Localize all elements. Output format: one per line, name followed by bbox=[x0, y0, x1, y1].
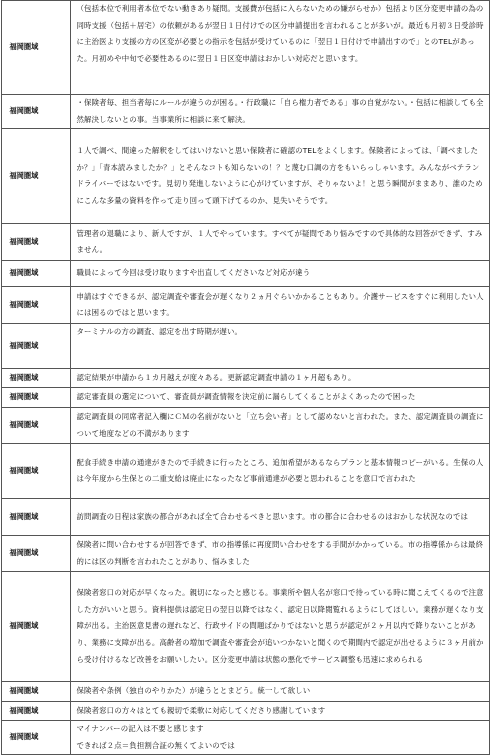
region-cell: 福岡圏域 bbox=[1, 261, 70, 287]
region-cell: 福岡圏域 bbox=[1, 369, 70, 388]
comment-cell: 申請はすぐできるが、認定調査や審査会が遅くなり２ヵ月ぐらいかかることもあり。介護サービスをすぐに利用したい人には困るのではと思います。 bbox=[70, 287, 489, 324]
region-cell: 福岡圏域 bbox=[1, 287, 70, 324]
region-cell: 福岡圏域 bbox=[1, 536, 70, 572]
comment-cell: 配食手続き申請の通達がきたので手続きに行ったところ、追加希望があるならプランと基本情報コピーがいる。生保の人は今年度から生保との二重支給は廃止になったなど事前通達が必要と思われることを意口で言われた bbox=[70, 444, 489, 499]
comment-cell: 訪問調査の日程は家族の都合があれば全て合わせるべきと思います。市の都合に合わせるのはおかしな状況なのでは bbox=[70, 499, 489, 536]
comment-cell: 保険者や条例（独自のやりかた）が違うととまどう。統一して欲しい bbox=[70, 682, 489, 702]
comment-cell: マイナンバーの記入は不要と感じます できれば２点＝負担割合証の無くてよいのでは bbox=[70, 721, 489, 755]
table-row bbox=[1, 499, 489, 536]
region-cell: 福岡圏域 bbox=[1, 702, 70, 721]
table-row bbox=[1, 536, 489, 572]
region-cell: 福岡圏域 bbox=[1, 682, 70, 702]
comment-cell: 保険者窓口の対応が早くなった。親切になったと感じる。事業所や個人名が窓口で待っている時に聞こえてくるので注意した方がいいと思う。資料提供は認定日の翌日以降ではなく、認定日以降閲覧れるようにしてほしい。業務が遅くなり支障が出る。主治医意見書の遅れなど、行政サイドの問題ばかりではないと思うが認定が２ヶ月以内で降りないことがあり、業務に支障が出る。高齢者の増加で調査や審査会が追いつかないと聞くので期間内で認定が出せるように３ヶ月前から受け付けるなど改善をお願いしたい。区分変更申請は状態の悪化でサービス調整も迅速に求められる bbox=[70, 572, 489, 682]
region-cell: 福岡圏域 bbox=[1, 408, 70, 444]
comment-cell: 認定審査員の選定について、審査員が調査情報を決定前に漏らしてくることがよくあったので困った bbox=[70, 388, 489, 408]
table-row bbox=[1, 721, 489, 755]
table-row bbox=[1, 702, 489, 721]
comment-cell: 職員によって今回は受け取りますや出直してくださいなど対応が違う bbox=[70, 261, 489, 287]
table-row bbox=[1, 129, 489, 224]
table-row bbox=[1, 682, 489, 702]
comment-cell: ・保険者毎、担当者毎にルールが違うのが困る。・行政職に「自ら権力者である」事の自覚がない。・包括に相談しても全然解決しないとの事。当事業所に相談に来て解決。 bbox=[70, 95, 489, 129]
comment-cell: （包括本位で利用者本位でない動きあり疑問。支援費が包括に入らないための嫌がらせか）包括より区分変更申請の為の同時支援（包括＋居宅）の依頼があるが翌日１日付けでの区分申請提出を言われることが多いが。最近も月初３日受診時に主治医より支援の方の区変が必要との指示を包括が受けているのに「翌日１日付けで申請出すので」とのTELがあった。月初めや中旬で必要性あるのに翌日１日区変申請はおかしい対応だと思います。 bbox=[70, 1, 489, 95]
region-cell: 福岡圏域 bbox=[1, 95, 70, 129]
comment-cell: 管理者の退職により、新人ですが、１人でやっています。すべてが疑問であり悩みですので具体的な回答ができず、すみません。 bbox=[70, 224, 489, 261]
region-cell: 福岡圏域 bbox=[1, 721, 70, 755]
comments-table bbox=[1, 0, 490, 755]
region-cell: 福岡圏域 bbox=[1, 444, 70, 499]
table-row bbox=[1, 408, 489, 444]
comment-cell: 保険者に問い合わせするが回答できず、市の指導係に再度問い合わせをする手間がかかっている。市の指導係からは最終的には区の判断を言われたことがあり、悩みました bbox=[70, 536, 489, 572]
comment-cell: 認定結果が申請から１カ月越えが度々ある。更新認定調査申請の１ヶ月超もあり。 bbox=[70, 369, 489, 388]
region-cell: 福岡圏域 bbox=[1, 324, 70, 369]
region-cell: 福岡圏域 bbox=[1, 388, 70, 408]
comment-cell: １人で調べ、間違った解釈をしてはいけないと思い保険者に確認のTELをよくします。保険者によっては、「調べましたか？」「青本読みましたか？」とそんなコトも知らないの！？と蔑む口調の方をもいらっしゃいます。みんながベテランドライバーではないです。見切り発進しないように心がけていますが、そりゃないよ！と思う瞬間がままあり、誰のためにこんな多量の資料を作って走り回って頭下げてるのか、見失いそうです。 bbox=[70, 129, 489, 224]
table-row bbox=[1, 261, 489, 287]
region-cell: 福岡圏域 bbox=[1, 499, 70, 536]
table-row bbox=[1, 1, 489, 95]
table-row bbox=[1, 444, 489, 499]
region-cell: 福岡圏域 bbox=[1, 572, 70, 682]
table-row bbox=[1, 369, 489, 388]
table-row bbox=[1, 95, 489, 129]
comment-cell: ターミナルの方の調査、認定を出す時期が遅い。 bbox=[70, 324, 489, 369]
region-cell: 福岡圏域 bbox=[1, 1, 70, 95]
table-row bbox=[1, 224, 489, 261]
table-row bbox=[1, 324, 489, 369]
comment-cell: 認定調査員の同席者記入欄にＣＭの名前がないと「立ち会い者」として認めないと言われた。また、認定調査員の調査について地度などの不満があります bbox=[70, 408, 489, 444]
region-cell: 福岡圏域 bbox=[1, 224, 70, 261]
table-row bbox=[1, 572, 489, 682]
table-row bbox=[1, 287, 489, 324]
table-row bbox=[1, 388, 489, 408]
region-cell: 福岡圏域 bbox=[1, 129, 70, 224]
comment-cell: 保険者窓口の方々はとても親切で柔軟に対応してくださり感謝しています bbox=[70, 702, 489, 721]
